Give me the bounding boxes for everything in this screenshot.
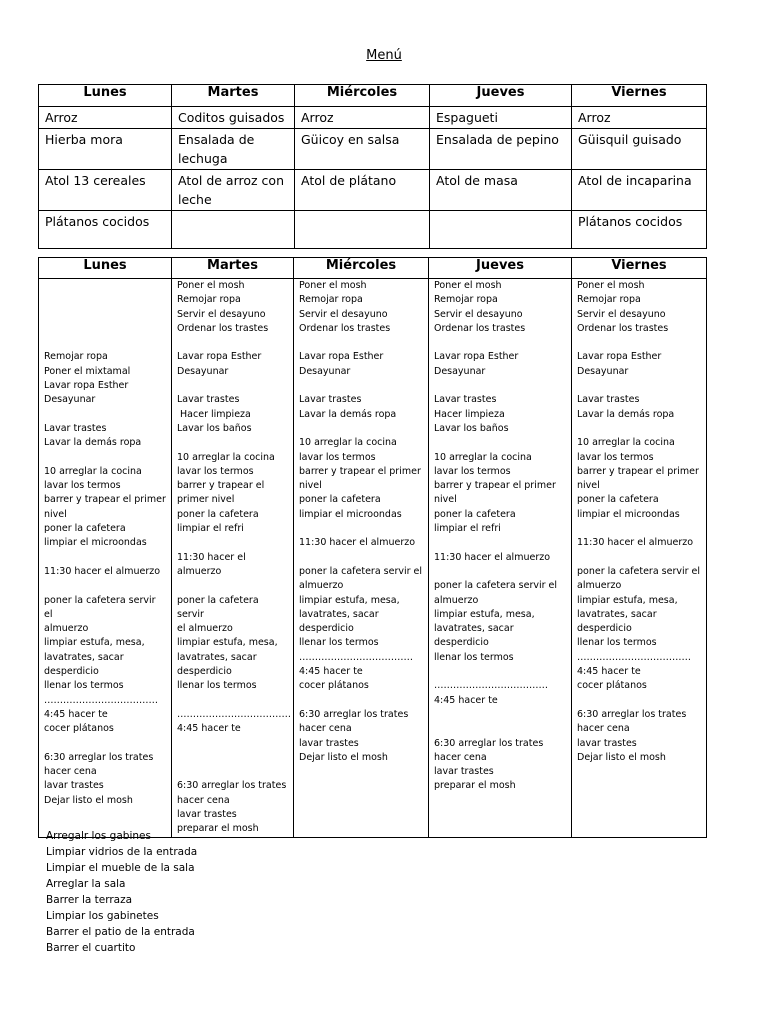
chores-cell-jueves: Poner el mosh Remojar ropa Servir el desayuno Ordenar los trastes Lavar ropa Esther Desayunar Lavar trastes Hacer limpieza Lavar los baños 10 arreglar la cocina lavar los termos barrer y trapear el primer nivel poner la cafetera limpiar el refri 11:30 hacer el almuerzo poner la cafetera servir el almuerzo limpiar estufa, mesa, lavatrates, sacar desperdicio llenar los termos ……………………………… 4:45 hacer te 6:30 arreglar los trates hacer cena lavar trastes preparar el mosh xyxy=(429,279,572,838)
menu-cell: Atol 13 cereales xyxy=(39,170,172,211)
menu-table xyxy=(38,84,707,249)
chores-header-lunes: Lunes xyxy=(39,258,172,279)
page-title: Menú xyxy=(366,48,402,63)
menu-cell: Arroz xyxy=(295,107,430,129)
chores-header-miercoles: Miércoles xyxy=(294,258,429,279)
menu-cell xyxy=(430,211,572,249)
menu-header-viernes: Viernes xyxy=(572,85,707,107)
menu-row xyxy=(39,211,707,249)
extra-task-item: Limpiar los gabinetes xyxy=(46,910,159,922)
chores-header-jueves: Jueves xyxy=(429,258,572,279)
chores-table xyxy=(38,257,707,838)
menu-row xyxy=(39,129,707,170)
menu-cell: Atol de masa xyxy=(430,170,572,211)
menu-cell: Atol de plátano xyxy=(295,170,430,211)
menu-header-martes: Martes xyxy=(172,85,295,107)
menu-cell: Plátanos cocidos xyxy=(572,211,707,249)
menu-cell: Arroz xyxy=(572,107,707,129)
extra-task-item: Barrer la terraza xyxy=(46,894,133,906)
menu-cell: Ensalada de pepino xyxy=(430,129,572,170)
chores-header-viernes: Viernes xyxy=(572,258,707,279)
extra-tasks-list xyxy=(46,828,197,956)
menu-cell: Plátanos cocidos xyxy=(39,211,172,249)
extra-task-item: Barrer el cuartito xyxy=(46,942,136,954)
menu-header-jueves: Jueves xyxy=(430,85,572,107)
chores-cell-viernes: Poner el mosh Remojar ropa Servir el desayuno Ordenar los trastes Lavar ropa Esther Desayunar Lavar trastes Lavar la demás ropa 10 arreglar la cocina lavar los termos barrer y trapear el primer nivel poner la cafetera limpiar el microondas 11:30 hacer el almuerzo poner la cafetera servir el almuerzo limpiar estufa, mesa, lavatrates, sacar desperdicio llenar los termos ……………………………… 4:45 hacer te cocer plátanos 6:30 arreglar los trates hacer cena lavar trastes Dejar listo el mosh xyxy=(572,279,707,838)
menu-header-lunes: Lunes xyxy=(39,85,172,107)
menu-cell: Güisquil guisado xyxy=(572,129,707,170)
menu-cell: Güicoy en salsa xyxy=(295,129,430,170)
chores-header-row xyxy=(39,258,707,279)
menu-cell: Hierba mora xyxy=(39,129,172,170)
menu-cell: Coditos guisados xyxy=(172,107,295,129)
chores-cell-miercoles: Poner el mosh Remojar ropa Servir el desayuno Ordenar los trastes Lavar ropa Esther Desayunar Lavar trastes Lavar la demás ropa 10 arreglar la cocina lavar los termos barrer y trapear el primer nivel poner la cafetera limpiar el microondas 11:30 hacer el almuerzo poner la cafetera servir el almuerzo limpiar estufa, mesa, lavatrates, sacar desperdicio llenar los termos ……………………………… 4:45 hacer te cocer plátanos 6:30 arreglar los trates hacer cena lavar trastes Dejar listo el mosh xyxy=(294,279,429,838)
menu-cell: Arroz xyxy=(39,107,172,129)
menu-cell xyxy=(172,211,295,249)
chores-header-martes: Martes xyxy=(172,258,294,279)
menu-header-miercoles: Miércoles xyxy=(295,85,430,107)
menu-row xyxy=(39,107,707,129)
menu-cell: Espagueti xyxy=(430,107,572,129)
menu-cell xyxy=(295,211,430,249)
chores-cell-lunes: Remojar ropa Poner el mixtamal Lavar ropa Esther Desayunar Lavar trastes Lavar la demás ropa 10 arreglar la cocina lavar los termos barrer y trapear el primer nivel poner la cafetera limpiar el microondas 11:30 hacer el almuerzo poner la cafetera servir el almuerzo limpiar estufa, mesa, lavatrates, sacar desperdicio llenar los termos ……………………………… 4:45 hacer te cocer plátanos 6:30 arreglar los trates hacer cena lavar trastes Dejar listo el mosh xyxy=(39,279,172,838)
menu-cell: Atol de arroz con leche xyxy=(172,170,295,211)
chores-row xyxy=(39,279,707,838)
menu-cell: Ensalada de lechuga xyxy=(172,129,295,170)
extra-task-item: Barrer el patio de la entrada xyxy=(46,926,195,938)
menu-cell: Atol de incaparina xyxy=(572,170,707,211)
extra-task-item: Arreglar la sala xyxy=(46,878,126,890)
extra-task-item: Arregalr los gabines xyxy=(46,830,151,842)
extra-task-item: Limpiar el mueble de la sala xyxy=(46,862,195,874)
menu-header-row xyxy=(39,85,707,107)
extra-task-item: Limpiar vidrios de la entrada xyxy=(46,846,198,858)
menu-row xyxy=(39,170,707,211)
chores-cell-martes: Poner el mosh Remojar ropa Servir el desayuno Ordenar los trastes Lavar ropa Esther Desayunar Lavar trastes Hacer limpieza Lavar los baños 10 arreglar la cocina lavar los termos barrer y trapear el primer nivel poner la cafetera limpiar el refri 11:30 hacer el almuerzo poner la cafetera servir el almuerzo limpiar estufa, mesa, lavatrates, sacar desperdicio llenar los termos ……………………………… 4:45 hacer te 6:30 arreglar los trates hacer cena lavar trastes preparar el mosh xyxy=(172,279,294,838)
